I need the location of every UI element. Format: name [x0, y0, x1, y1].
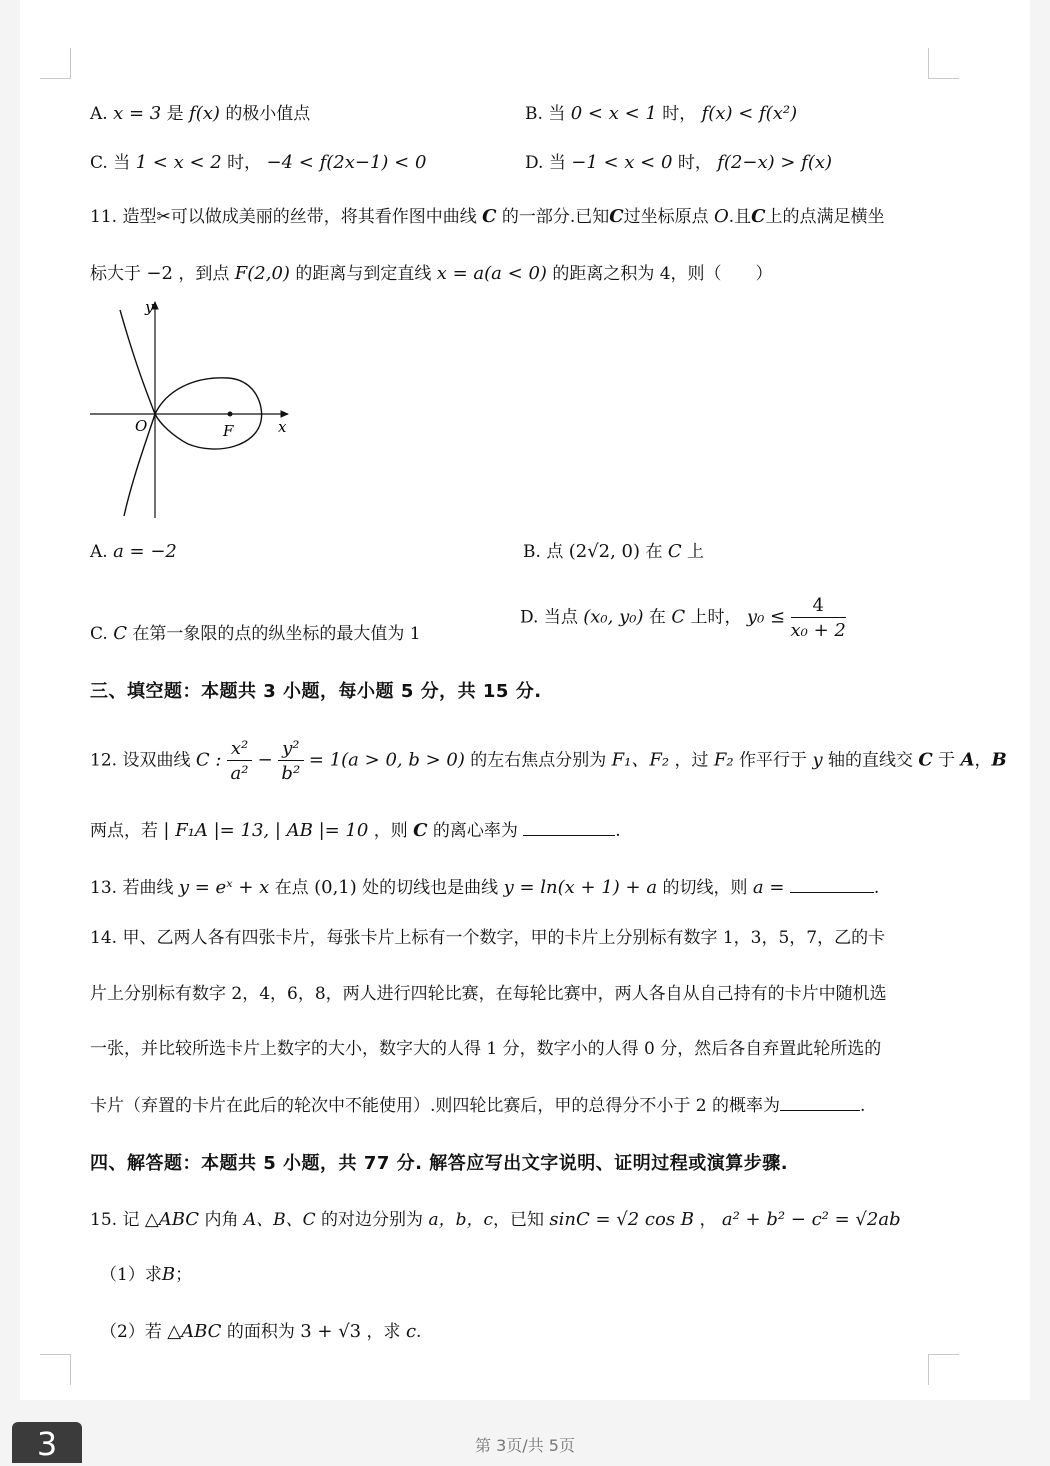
fraction-4-over-x0-plus-2: $\frac{4}{\text{x₀ + 2}}$ [790, 595, 846, 641]
scissors-icon: ✂ [156, 207, 171, 227]
origin-label: O [135, 417, 148, 435]
section-4-heading: 四、解答题：本题共 5 小题，共 77 分. 解答应写出文字说明、证明过程或演算步骤. [90, 1153, 789, 1174]
q11-curve-graph [88, 296, 298, 521]
crop-mark-top-right [928, 48, 959, 79]
q11-option-a: A. a = −2 [90, 541, 177, 562]
q15-part-1: （1）求B； [100, 1264, 193, 1285]
q13-stem: 13. 若曲线 y = eˣ + x 在点 (0,1) 处的切线也是曲线 y = ln(x + 1) + a 的切线，则 a = . [90, 874, 879, 900]
curve-c [120, 310, 262, 516]
page-number-badge[interactable]: 3 [12, 1422, 82, 1463]
x-axis-label: x [278, 418, 287, 436]
q13-answer-blank[interactable] [790, 874, 874, 893]
fraction-y2-b2: $\frac{\text{y²}}{\text{b²}}$ [278, 738, 303, 784]
section-3-heading: 三、填空题：本题共 3 小题，每小题 5 分，共 15 分. [90, 681, 542, 702]
q14-line1: 14. 甲、乙两人各有四张卡片，每张卡片上标有一个数字，甲的卡片上分别标有数字 1，3，5，7，乙的卡 [90, 928, 886, 948]
q12-answer-blank[interactable] [523, 817, 615, 836]
q15-part-2: （2）若 △ABC 的面积为 3 + √3 ，求 c. [100, 1321, 422, 1342]
crop-mark-top-left [40, 48, 71, 79]
q10-option-d: D. 当 −1 < x < 0 时， f(2−x) > f(x) [525, 152, 833, 173]
page-footer: 第 3页/共 5页 [475, 1436, 575, 1455]
q15-stem: 15. 记 △ABC 内角 A、B、C 的对边分别为 a，b，c，已知 sinC = √2 cos B ， a² + b² − c² = √2ab [90, 1209, 901, 1230]
crop-mark-bottom-left [40, 1354, 71, 1385]
fraction-x2-a2: $\frac{\text{x²}}{\text{a²}}$ [227, 738, 252, 784]
q11-stem-line2: 标大于 −2 ，到点 F(2,0) 的距离与到定直线 x = a(a < 0) 的距离之积为 4，则（ ） [90, 263, 773, 284]
q12-stem-line2: 两点，若 | F₁A |= 13, | AB |= 10 ，则 C 的离心率为 . [90, 817, 621, 843]
q11-stem-line1: 11. 造型✂可以做成美丽的丝带，将其看作图中曲线 C 的一部分.已知C过坐标原点 O.且C上的点满足横坐 [90, 206, 885, 227]
q11-option-b: B. 点 (2√2, 0) 在 C 上 [523, 541, 705, 562]
q14-line4: 卡片（弃置的卡片在此后的轮次中不能使用）.则四轮比赛后，甲的总得分不小于 2 的概率为 . [90, 1092, 865, 1118]
q10-option-c: C. 当 1 < x < 2 时， −4 < f(2x−1) < 0 [90, 152, 427, 173]
q11-option-d: D. 当点 (x₀, y₀) 在 C 上时， y₀ ≤ $\frac{4}{\text{x₀ + 2}}$ [520, 595, 846, 641]
q10-option-a: A. x = 3 是 f(x) 的极小值点 [90, 103, 311, 124]
focus-point [228, 412, 233, 417]
q12-stem-line1: 12. 设双曲线 C : $\frac{\text{x²}}{\text{a²}}$ − $\frac{\text{y²}}{\text{b²}}$ = 1(a > 0, b > 0) 的左右焦点分别为 F₁、F₂ ，过 F₂ 作平行于 y 轴的直线交 C 于 A，B [90, 738, 1007, 784]
q10-option-b: B. 当 0 < x < 1 时， f(x) < f(x²) [525, 103, 798, 124]
q14-answer-blank[interactable] [780, 1092, 860, 1111]
q14-line2: 片上分别标有数字 2，4，6，8，两人进行四轮比赛，在每轮比赛中，两人各自从自己持有的卡片中随机选 [90, 984, 887, 1004]
focus-label: F [223, 422, 234, 440]
q11-option-c: C. C 在第一象限的点的纵坐标的最大值为 1 [90, 623, 421, 644]
crop-mark-bottom-right [928, 1354, 959, 1385]
y-axis-label: y [145, 298, 154, 316]
q14-line3: 一张，并比较所选卡片上数字的大小，数字大的人得 1 分，数字小的人得 0 分，然后各自弃置此轮所选的 [90, 1039, 882, 1059]
